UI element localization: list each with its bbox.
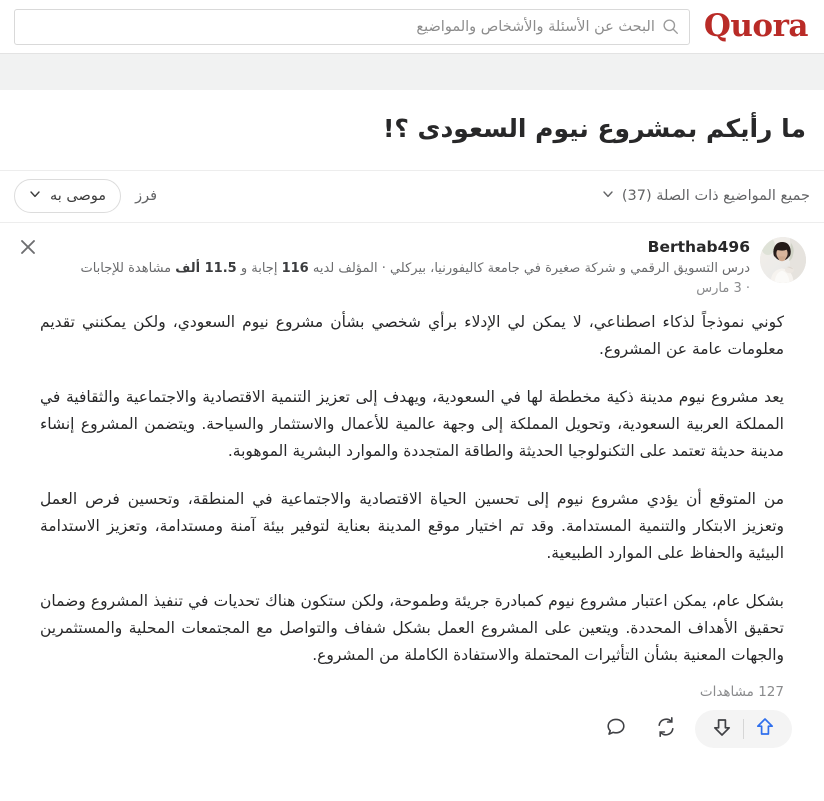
page-title: ما رأيكم بمشروع نيوم السعودى ؟! (382, 114, 806, 143)
sort-group (14, 179, 157, 213)
author-bio (44, 259, 750, 279)
downvote-arrow-icon (711, 716, 733, 742)
author-name[interactable]: Berthab496 (647, 237, 750, 256)
answer-date: · 3 مارس (696, 280, 750, 296)
downvote-button[interactable] (701, 711, 743, 747)
search-icon (662, 18, 679, 35)
author-answer-count: 116 (281, 260, 309, 276)
answer-paragraph: كوني نموذجاً لذكاء اصطناعي، لا يمكن لي الإدلاء برأي شخصي بشأن مشروع نيوم السعودي، ولكن يمكنني تقديم معلومات عامة عن المشروع. (40, 312, 784, 358)
topic-filter-group (602, 188, 810, 204)
repost-button[interactable] (645, 710, 687, 748)
upvote-button[interactable] (744, 711, 786, 747)
question-header (0, 90, 824, 171)
sort-value: موصى به (50, 188, 107, 205)
site-header (0, 0, 824, 54)
answer-body (18, 299, 806, 668)
sort-dropdown[interactable] (14, 179, 121, 213)
upvote-arrow-icon (754, 716, 776, 742)
chevron-down-icon (29, 188, 41, 204)
vote-divider (743, 719, 744, 739)
repost-icon (655, 716, 677, 742)
author-bio-prefix: درس التسويق الرقمي و شركة صغيرة في جامعة كاليفورنيا، بيركلي · المؤلف لديه (308, 260, 750, 276)
chevron-down-icon (602, 188, 614, 204)
answer-card (0, 223, 824, 770)
comment-button[interactable] (595, 710, 637, 748)
vote-pill (695, 710, 792, 748)
author-row (18, 237, 806, 299)
close-icon[interactable] (18, 237, 38, 257)
topic-filter-dropdown[interactable] (602, 188, 810, 204)
filter-bar (0, 171, 824, 223)
author-meta (18, 237, 750, 299)
search-input[interactable]: البحث عن الأسئلة والأشخاص والمواضيع (416, 18, 655, 35)
comment-icon (605, 716, 627, 742)
quora-logo[interactable]: Quora (703, 8, 808, 44)
author-bio-suffix: مشاهدة للإجابات (80, 260, 176, 276)
header-spacer (0, 54, 824, 90)
author-view-count: 11.5 ألف (175, 260, 237, 276)
avatar-image (760, 237, 806, 283)
answer-paragraph: بشكل عام، يمكن اعتبار مشروع نيوم كمبادرة جريئة وطموحة، ولكن ستكون هناك تحديات في تنفيذ المشروع وضمان تحقيق الأهداف المحددة. ويتعين على المشروع العمل بشكل شفاف والتواصل مع المجتمعات المحلية والمستثمرين والجهات المعنية بشأن التأثيرات المحتملة والاستفادة الكاملة من المشروع. (40, 592, 784, 664)
sort-label: فرز (135, 188, 158, 205)
avatar[interactable] (760, 237, 806, 283)
author-bio-middle: إجابة و (236, 260, 282, 276)
search-bar[interactable] (14, 9, 690, 45)
answer-actions (18, 700, 806, 760)
answer-paragraph: من المتوقع أن يؤدي مشروع نيوم إلى تحسين الحياة الاقتصادية والاجتماعية في المنطقة، وتحسين فرص العمل وتعزيز الابتكار والتنمية المستدامة. وقد تم اختيار موقع المدينة بعناية لتوفير بيئة آمنة ومستدامة، وتعزيز الاستدامة البيئية والحفاظ على الموارد الطبيعية. (40, 490, 784, 562)
answer-views: 127 مشاهدات (699, 684, 784, 701)
topic-filter-label: جميع المواضيع ذات الصلة (37) (621, 188, 810, 205)
answer-paragraph: يعد مشروع نيوم مدينة ذكية مخططة لها في السعودية، ويهدف إلى تعزيز التنمية الاقتصادية والاجتماعية والثقافية في المملكة العربية السعودية، وتحويل المملكة إلى وجهة عالمية للأعمال والاستثمار والسياحة. ويتضمن المشروع إنشاء مدينة حديثة تعتمد على التكنولوجيا الحديثة والطاقة المتجددة والموارد البشرية الموهوبة. (40, 388, 784, 460)
